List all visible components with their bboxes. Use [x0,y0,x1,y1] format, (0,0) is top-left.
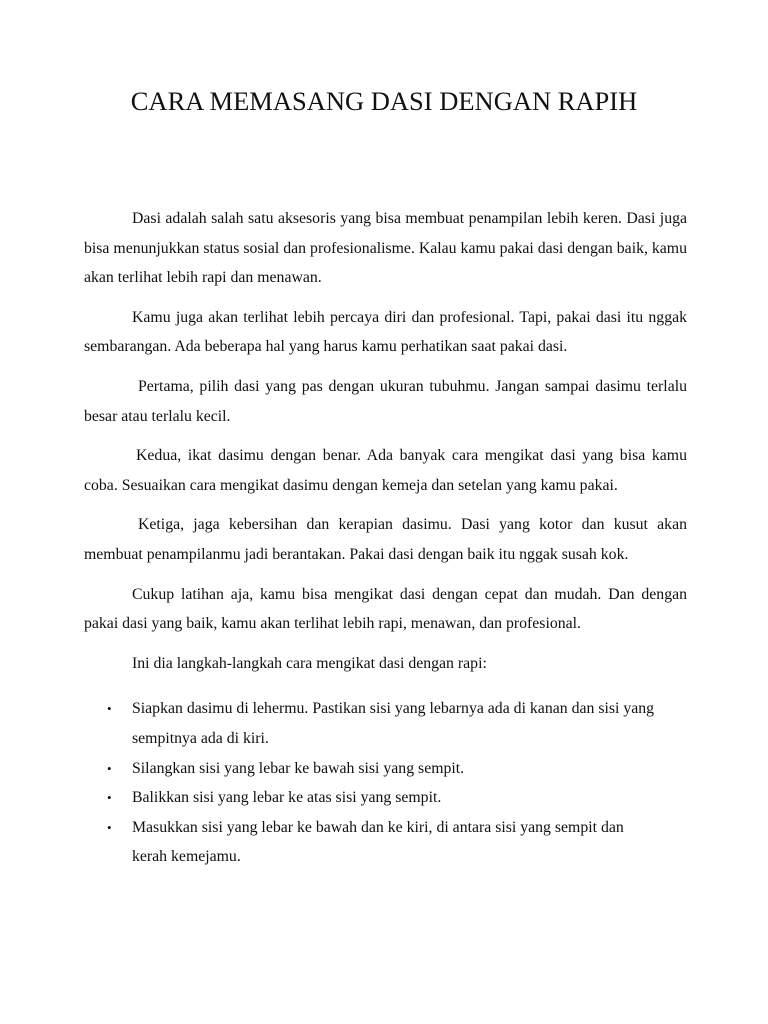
steps-list [84,694,687,872]
paragraph-second-tip: Kedua, ikat dasimu dengan benar. Ada banyak cara mengikat dasi yang bisa kamu coba. Sesuaikan cara mengikat dasimu dengan kemeja dan setelan yang kamu pakai. [84,447,687,494]
list-item-text: Silangkan sisi yang lebar ke bawah sisi yang sempit. [132,759,465,777]
paragraph-first-tip: Pertama, pilih dasi yang pas dengan ukuran tubuhmu. Jangan sampai dasimu terlalu besar atau terlalu kecil. [84,377,687,425]
list-item [84,813,687,872]
bullet-icon: • [107,819,112,835]
bullet-icon: • [107,760,112,776]
bullet-icon: • [107,701,112,717]
paragraph-practice: Cukup latihan aja, kamu bisa mengikat dasi dengan cepat dan mudah. Dan dengan pakai dasi yang baik, kamu akan terlihat lebih rapi, menawan, dan profesional. [84,585,687,633]
bullet-icon: • [107,790,112,806]
paragraph-confidence: Kamu juga akan terlihat lebih percaya diri dan profesional. Tapi, pakai dasi itu nggak sembarangan. Ada beberapa hal yang harus kamu perhatikan saat pakai dasi. [84,308,687,356]
list-item-text: Siapkan dasimu di lehermu. Pastikan sisi yang lebarnya ada di kanan dan sisi yang sempitnya ada di kiri. [132,700,655,747]
document-body [84,204,687,872]
list-item-text: Balikkan sisi yang lebar ke atas sisi yang sempit. [132,789,442,807]
paragraph-intro: Dasi adalah salah satu aksesoris yang bisa membuat penampilan lebih keren. Dasi juga bisa menunjukkan status sosial dan profesionalisme. Kalau kamu pakai dasi dengan baik, kamu akan terlihat lebih rapi dan menawan. [84,210,687,287]
paragraph-third-tip: Ketiga, jaga kebersihan dan kerapian dasimu. Dasi yang kotor dan kusut akan membuat penampilanmu jadi berantakan. Pakai dasi dengan baik itu nggak susah kok. [84,516,687,563]
list-item-text: Masukkan sisi yang lebar ke bawah dan ke kiri, di antara sisi yang sempit dan kerah kemejamu. [132,818,624,866]
list-item [84,783,687,813]
page-title: CARA MEMASANG DASI DENGAN RAPIH [130,86,638,116]
list-item [84,754,687,784]
list-item [84,694,687,753]
paragraph-steps-intro: Ini dia langkah-langkah cara mengikat dasi dengan rapi: [132,654,487,672]
